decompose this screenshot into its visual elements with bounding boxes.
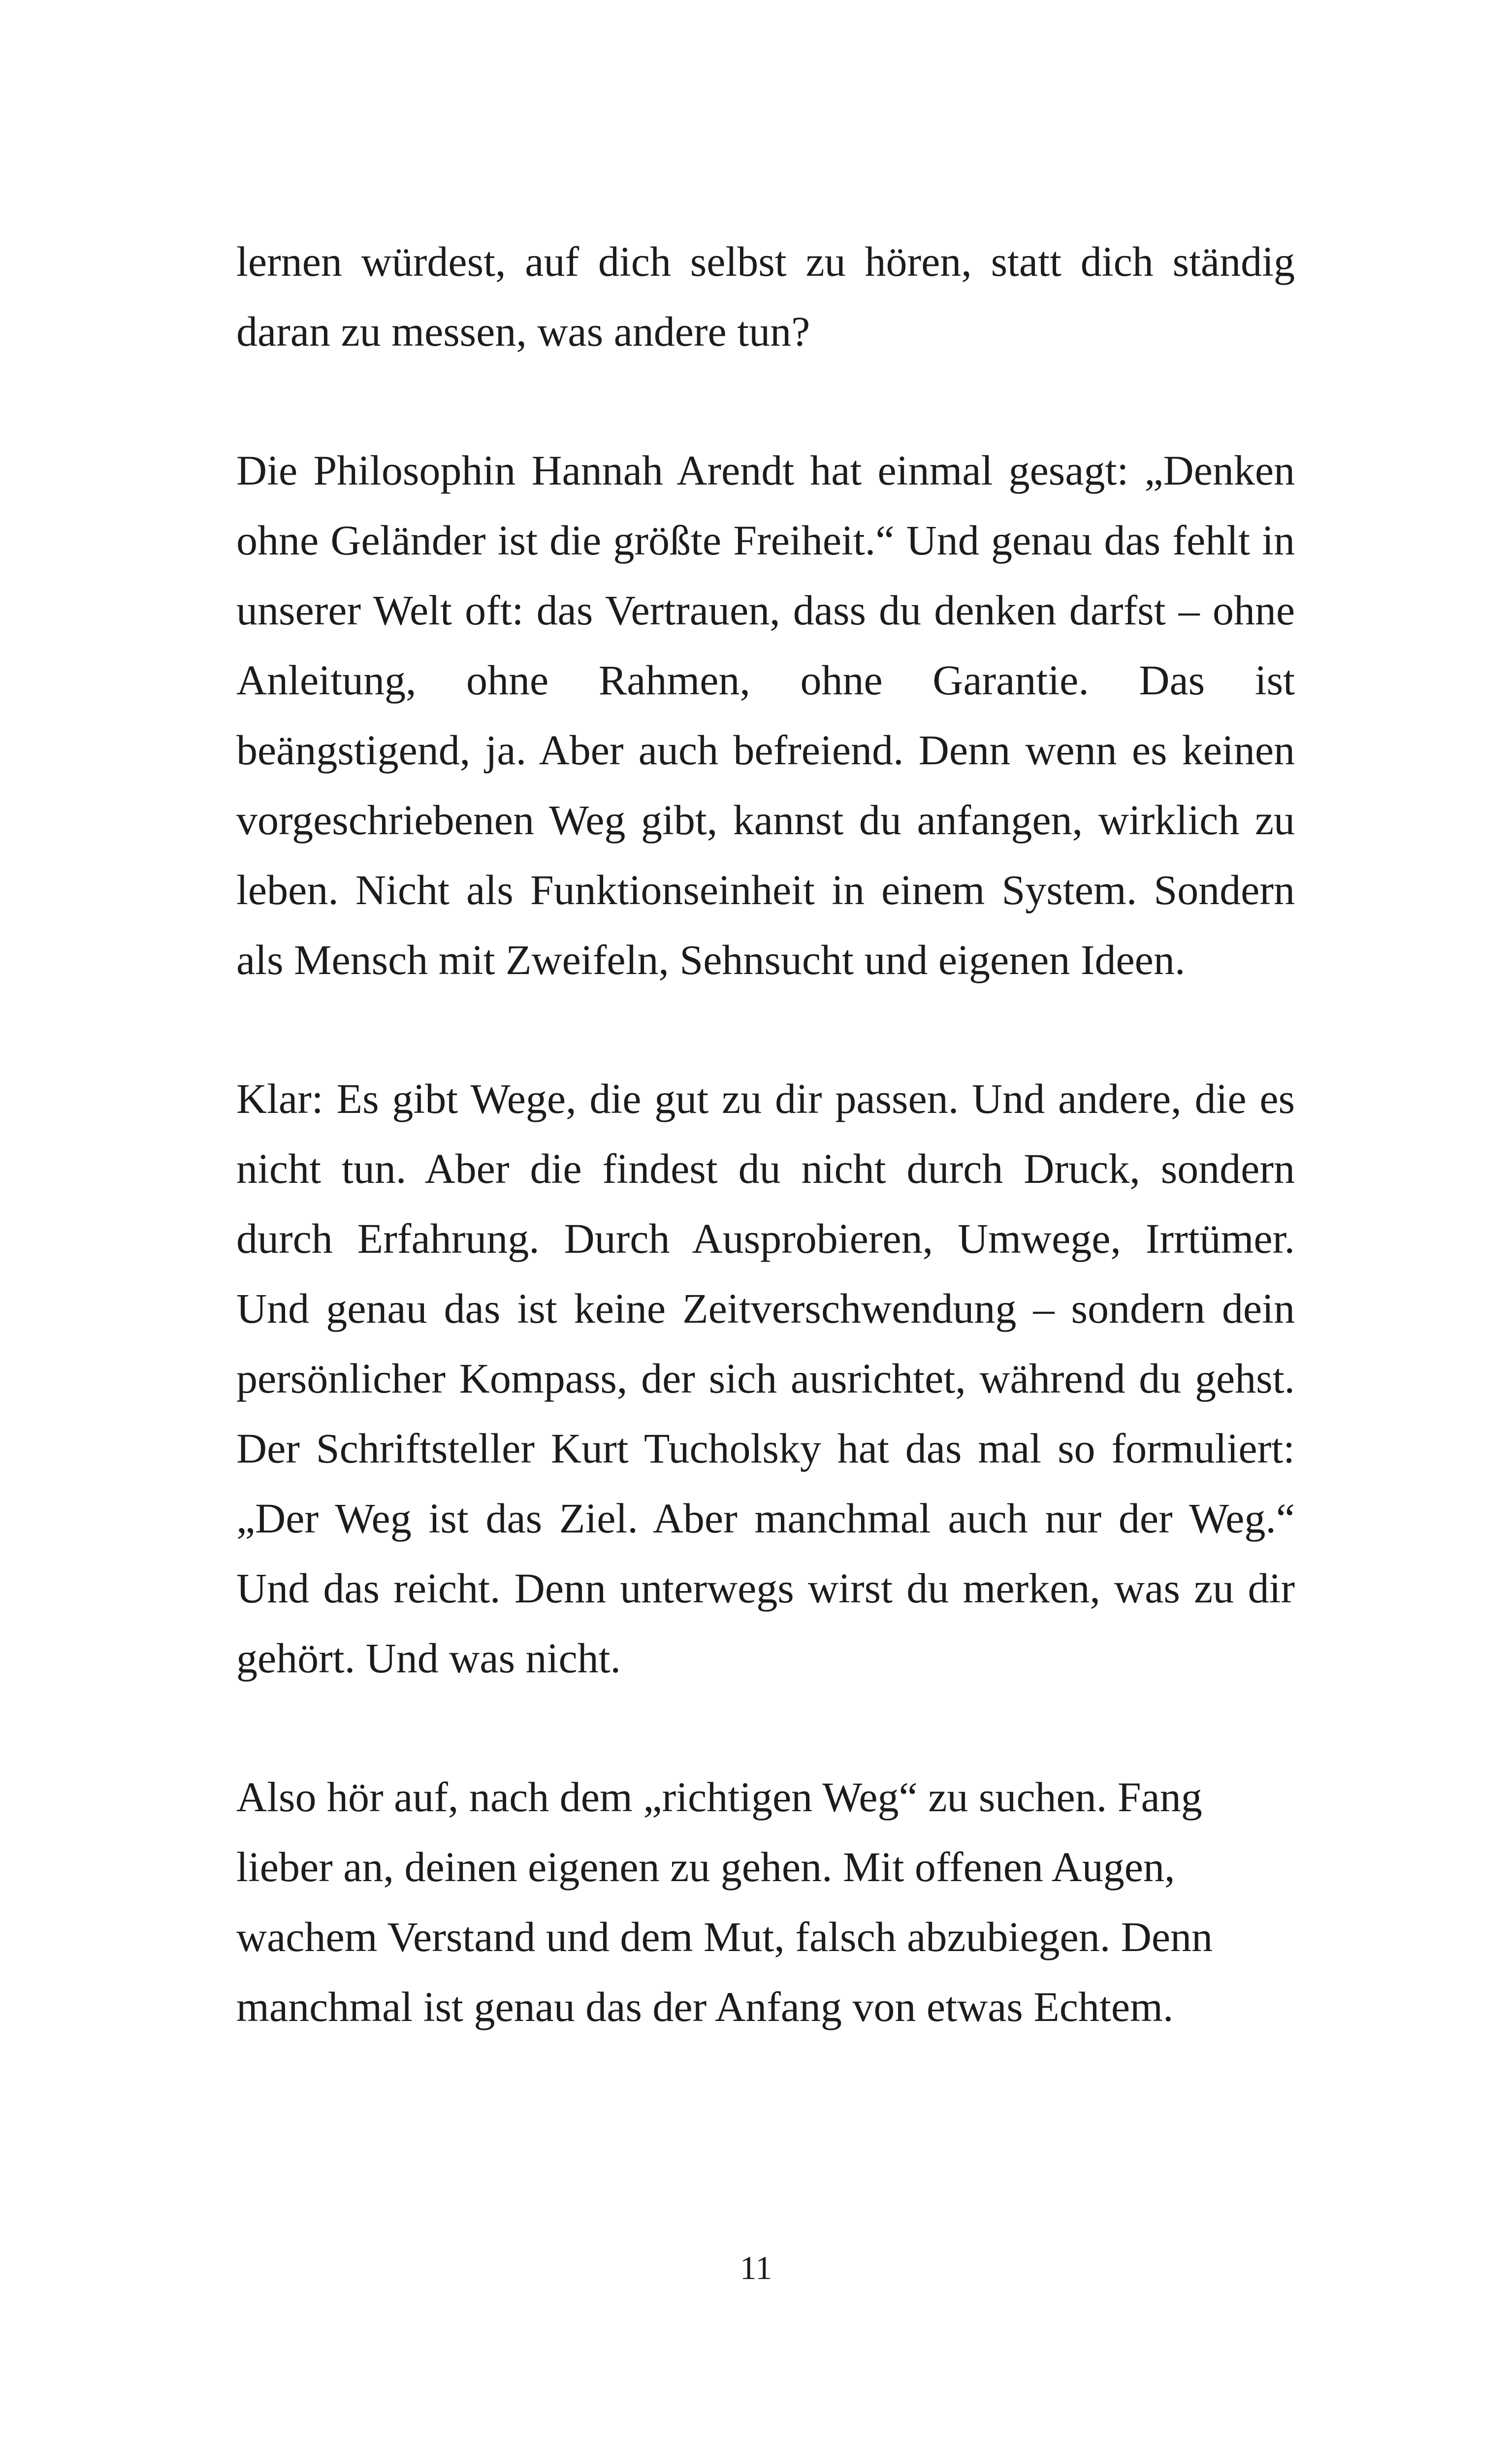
paragraph-2: Die Philosophin Hannah Arendt hat einmal gesagt: „Denken ohne Geländer ist die größte Freiheit.“ Und genau das fehlt in unserer Welt oft: das Vertrauen, dass du denken darfst – ohne Anleitung, ohne Rahmen, ohne Garantie. Das ist beängstigend, ja. Aber auch befreiend. Denn wenn es keinen vorgeschriebenen Weg gibt, kannst du anfangen, wirklich zu leben. Nicht als Funktionseinheit in einem System. Sondern als Mensch mit Zweifeln, Sehnsucht und eigenen Ideen. [236,447,1295,983]
body-text [236,227,1295,2111]
paragraph-1: lernen würdest, auf dich selbst zu hören, statt dich ständig daran zu messen, was andere tun? [236,238,1295,355]
paragraph-3: Klar: Es gibt Wege, die gut zu dir passen. Und andere, die es nicht tun. Aber die findest du nicht durch Druck, sondern durch Erfahrung. Durch Ausprobieren, Umwege, Irrtümer. Und genau das ist keine Zeitverschwendung – sondern dein persönlicher Kompass, der sich ausrichtet, während du gehst. Der Schriftsteller Kurt Tucholsky hat das mal so formuliert: „Der Weg ist das Ziel. Aber manchmal auch nur der Weg.“ Und das reicht. Denn unterwegs wirst du merken, was zu dir gehört. Und was nicht. [236,1075,1295,1682]
page-number: 11 [740,2249,772,2286]
paragraph-4: Also hör auf, nach dem „richtigen Weg“ zu suchen. Fang lieber an, deinen eigenen zu gehen. Mit offenen Augen, wachem Verstand und dem Mut, falsch abzubiegen. Denn manchmal ist genau das der Anfang von etwas Echtem. [236,1773,1213,2030]
